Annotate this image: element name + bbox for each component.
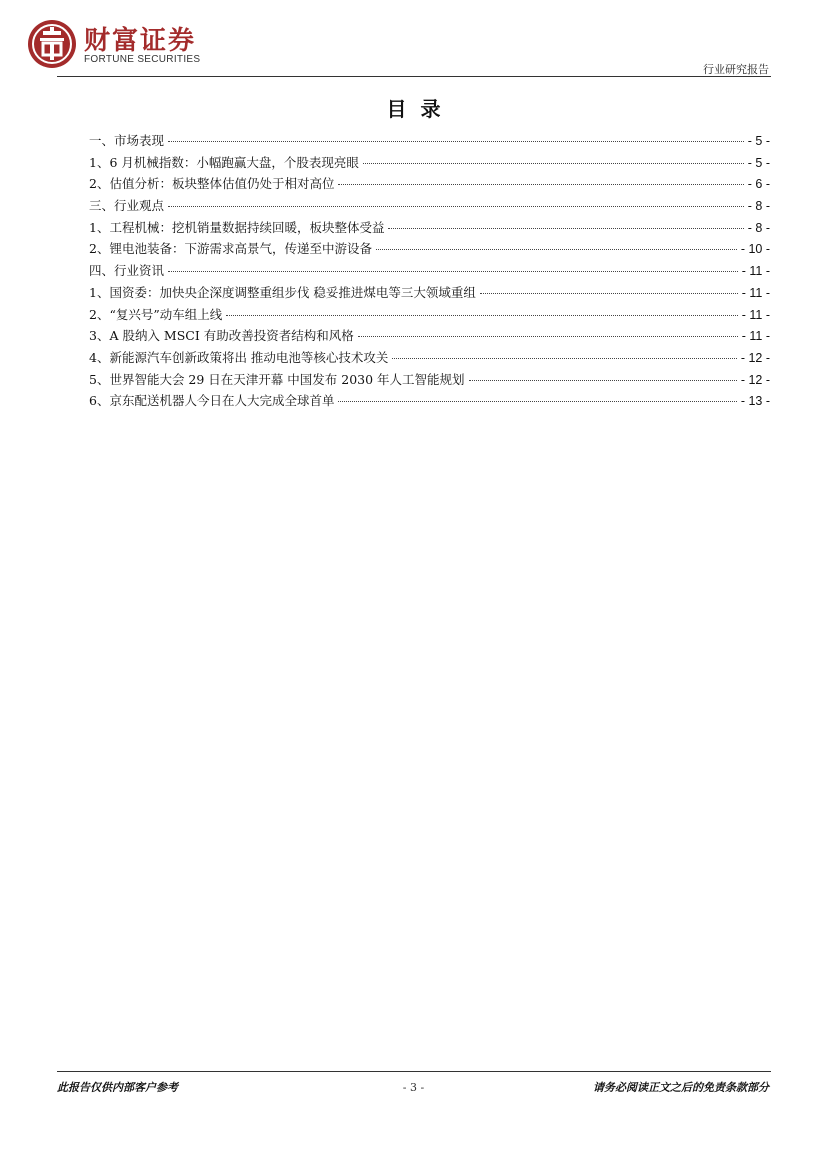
footer-disclaimer-left: 此报告仅供内部客户参考 bbox=[57, 1081, 178, 1094]
toc-dot-leader bbox=[168, 141, 744, 142]
toc-entry[interactable] bbox=[89, 195, 770, 217]
company-name-en: FORTUNE SECURITIES bbox=[84, 54, 201, 65]
toc-entry-title: 三、行业观点 bbox=[89, 198, 165, 214]
toc-dot-leader bbox=[226, 315, 738, 316]
toc-dot-leader bbox=[358, 336, 738, 337]
toc-dot-leader bbox=[376, 249, 737, 250]
table-of-contents bbox=[89, 130, 770, 412]
toc-title: 目录 bbox=[386, 97, 455, 121]
fortune-securities-logo-icon bbox=[26, 18, 78, 70]
company-name-cn: 财富证券 bbox=[84, 26, 197, 56]
toc-entry[interactable] bbox=[89, 325, 770, 347]
toc-entry-page: - 11 - bbox=[741, 329, 770, 344]
company-logo bbox=[26, 18, 226, 70]
toc-entry-title: 5、世界智能大会 29 日在天津开幕 中国发布 2030 年人工智能规划 bbox=[89, 371, 465, 387]
toc-entry-page: - 11 - bbox=[741, 285, 770, 300]
toc-dot-leader bbox=[338, 401, 736, 402]
toc-entry-page: - 10 - bbox=[740, 242, 770, 257]
toc-entry-title: 四、行业资讯 bbox=[89, 263, 165, 279]
toc-entry-page: - 12 - bbox=[740, 350, 770, 365]
toc-entry-page: - 11 - bbox=[741, 307, 770, 322]
toc-entry-page: - 8 - bbox=[747, 220, 770, 235]
toc-dot-leader bbox=[168, 271, 738, 272]
toc-dot-leader bbox=[338, 184, 743, 185]
toc-entry-title: 2、锂电池装备：下游需求高景气，传递至中游设备 bbox=[89, 241, 372, 257]
toc-entry-title: 1、6 月机械指数：小幅跑赢大盘，个股表现亮眼 bbox=[89, 154, 359, 170]
toc-entry[interactable] bbox=[89, 390, 770, 412]
toc-entry-title: 2、估值分析：板块整体估值仍处于相对高位 bbox=[89, 176, 335, 192]
toc-entry[interactable] bbox=[89, 347, 770, 369]
toc-entry[interactable] bbox=[89, 260, 770, 282]
toc-dot-leader bbox=[388, 228, 743, 229]
toc-dot-leader bbox=[168, 206, 744, 207]
report-type-label: 行业研究报告 bbox=[703, 63, 769, 76]
toc-entry-page: - 5 - bbox=[747, 134, 770, 148]
toc-entry-page: - 5 - bbox=[747, 155, 770, 170]
footer-divider bbox=[57, 1071, 771, 1072]
toc-dot-leader bbox=[480, 293, 738, 294]
header-divider bbox=[57, 76, 771, 77]
toc-entry-page: - 8 - bbox=[747, 199, 770, 214]
toc-entry[interactable] bbox=[89, 238, 770, 260]
toc-entry[interactable] bbox=[89, 130, 770, 152]
toc-entry-title: 4、新能源汽车创新政策将出 推动电池等核心技术攻关 bbox=[89, 349, 389, 365]
toc-entry[interactable] bbox=[89, 369, 770, 391]
toc-entry[interactable] bbox=[89, 304, 770, 326]
toc-entry-title: 1、国资委：加快央企深度调整重组步伐 稳妥推进煤电等三大领域重组 bbox=[89, 284, 476, 300]
toc-entry-page: - 13 - bbox=[740, 394, 770, 409]
toc-dot-leader bbox=[363, 163, 744, 164]
toc-entry-title: 一、市场表现 bbox=[89, 133, 165, 148]
toc-dot-leader bbox=[469, 380, 737, 381]
toc-dot-leader bbox=[392, 358, 736, 359]
toc-entry[interactable] bbox=[89, 173, 770, 195]
toc-entry-page: - 11 - bbox=[741, 264, 770, 279]
toc-entry-title: 3、A 股纳入 MSCI 有助改善投资者结构和风格 bbox=[89, 328, 354, 344]
toc-entry[interactable] bbox=[89, 282, 770, 304]
footer-disclaimer-right: 请务必阅读正文之后的免责条款部分 bbox=[593, 1081, 769, 1094]
toc-entry-title: 1、工程机械：挖机销量数据持续回暖，板块整体受益 bbox=[89, 219, 385, 235]
toc-entry[interactable] bbox=[89, 217, 770, 239]
toc-entry-title: 6、京东配送机器人今日在人大完成全球首单 bbox=[89, 393, 335, 409]
page-number: - 3 - bbox=[402, 1081, 425, 1094]
toc-entry-title: 2、“复兴号”动车组上线 bbox=[89, 306, 223, 322]
toc-entry-page: - 12 - bbox=[740, 372, 770, 387]
toc-entry[interactable] bbox=[89, 152, 770, 174]
toc-entry-page: - 6 - bbox=[747, 177, 770, 192]
